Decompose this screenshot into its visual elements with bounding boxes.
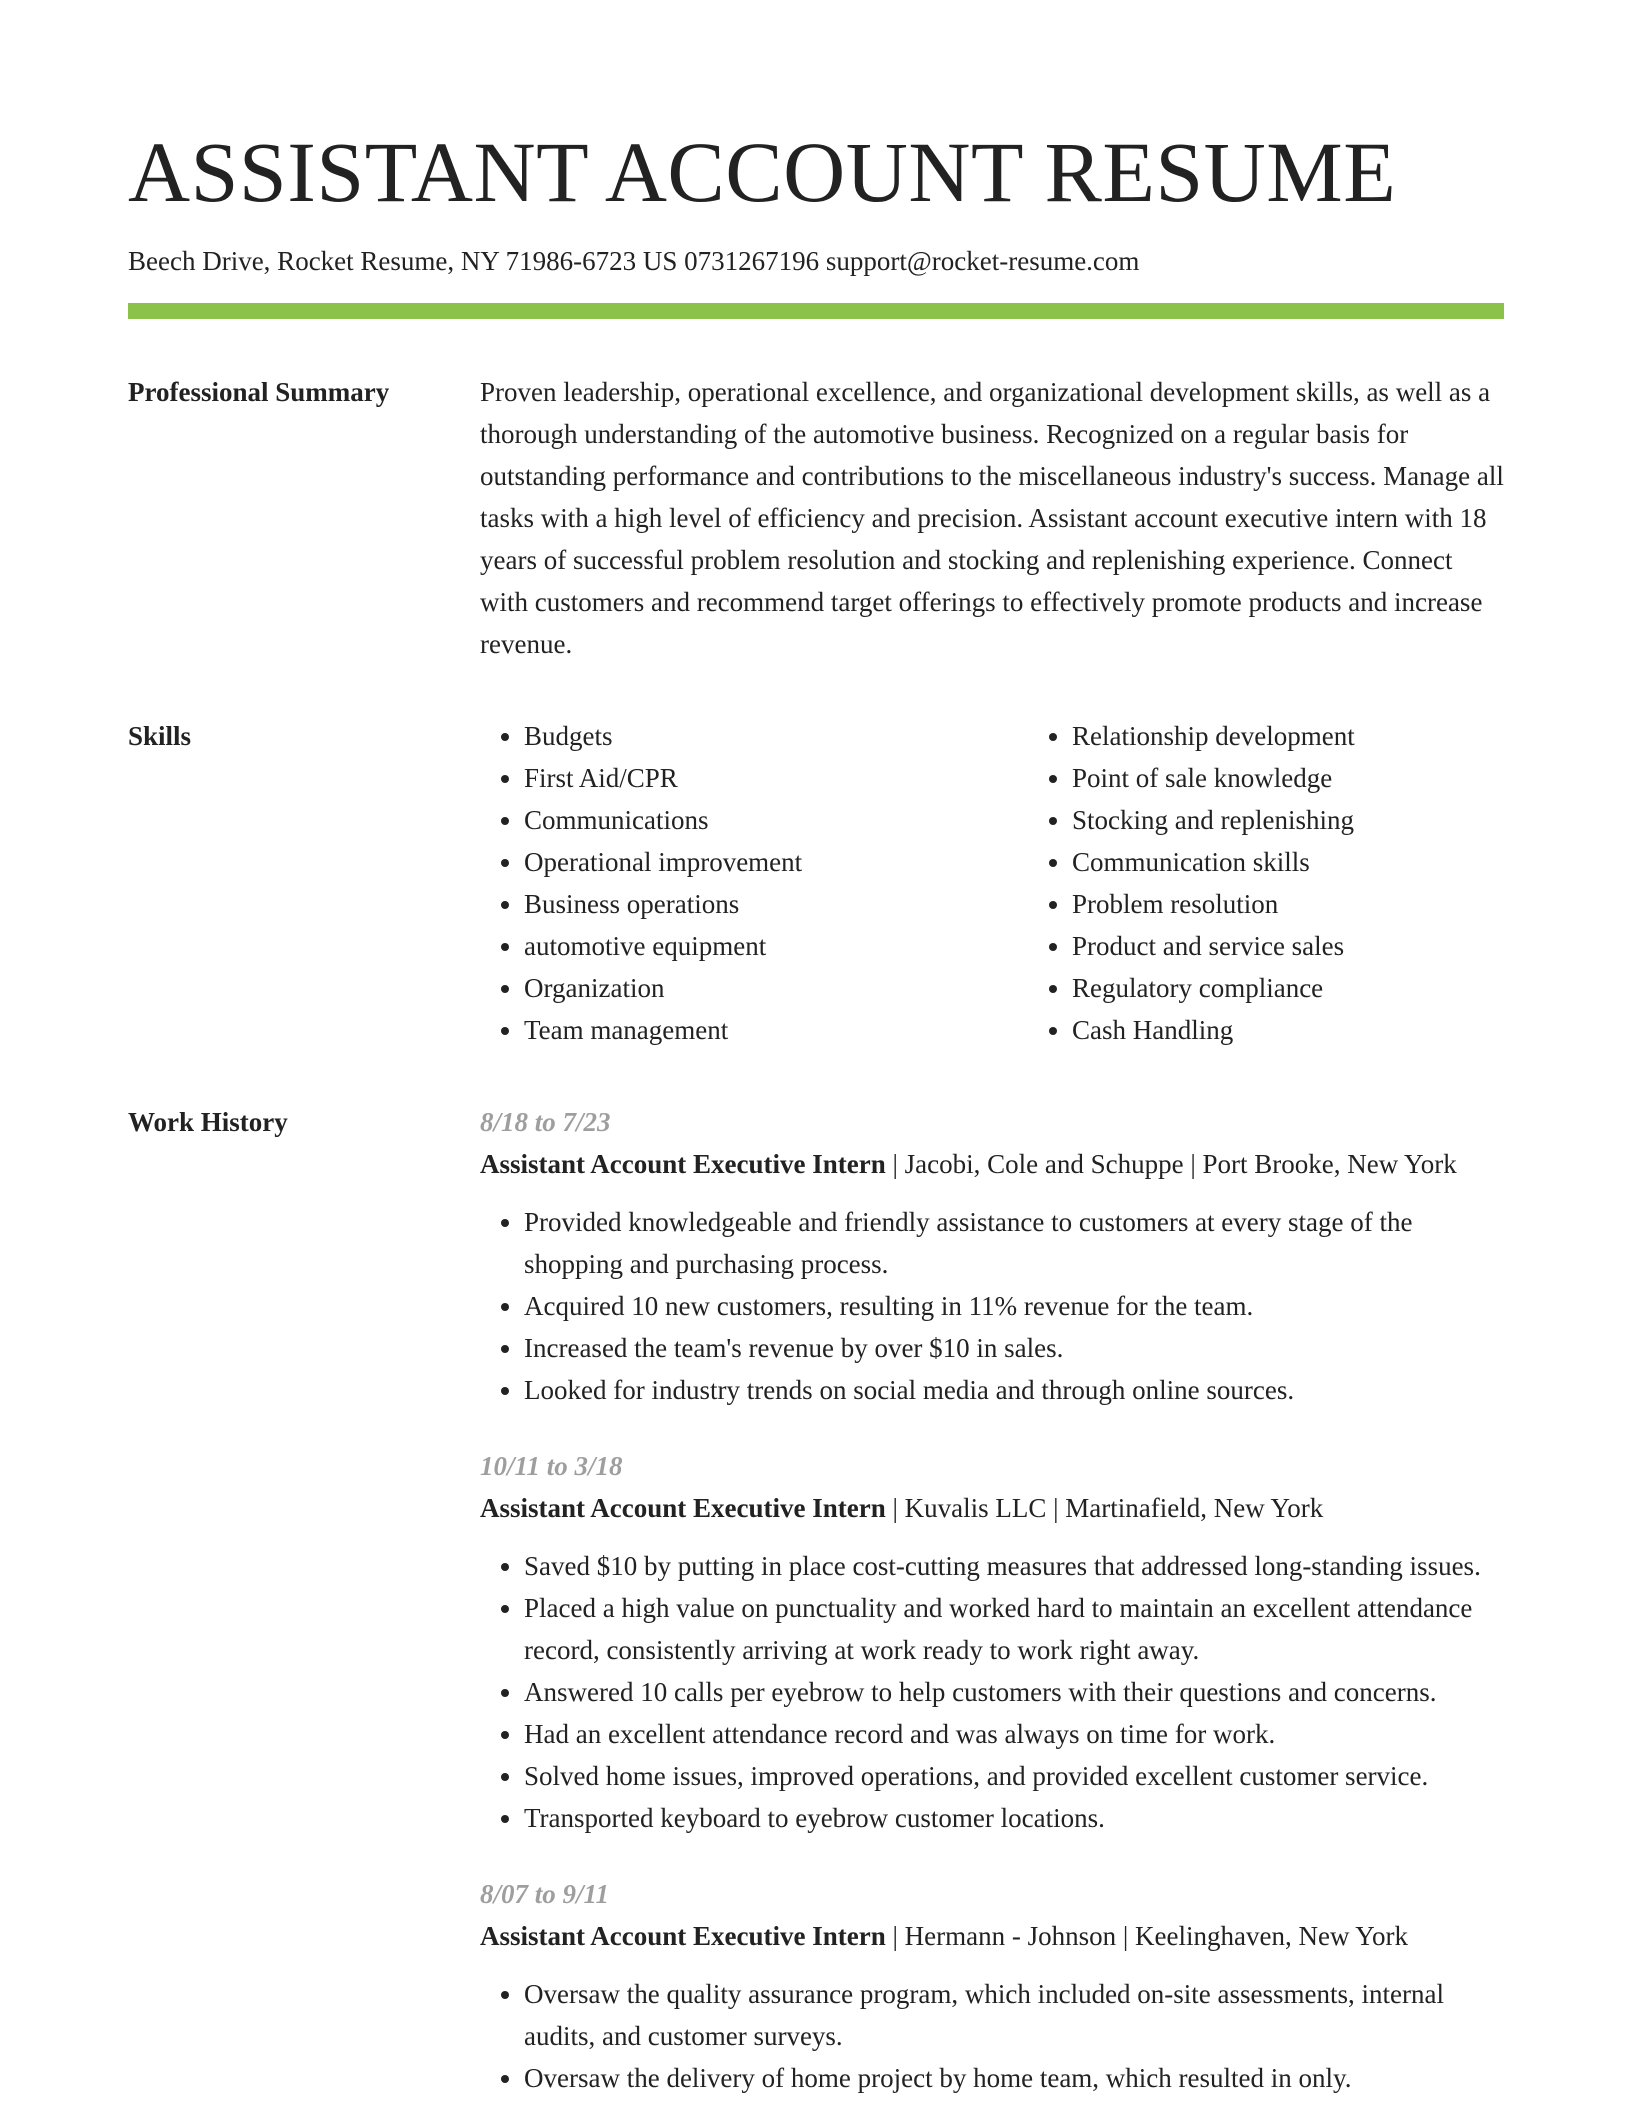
skills-list-left (480, 715, 1028, 1051)
skill-item: • Business operations (524, 883, 1028, 925)
accent-divider (128, 303, 1504, 319)
skill-item: • Problem resolution (1072, 883, 1576, 925)
job-bullet: • Had an excellent attendance record and was always on time for work. (524, 1713, 1504, 1755)
job-bullet: • Acquired 10 new customers, resulting in 11% revenue for the team. (524, 1285, 1504, 1327)
section-label-summary: Professional Summary (128, 377, 390, 407)
job-bullet: • Placed a high value on punctuality and worked hard to maintain an excellent attendance record, consistently arriving at work ready to work right away. (524, 1587, 1504, 1671)
job-bullet: • Oversaw the quality assurance program, which included on-site assessments, internal audits, and customer surveys. (524, 1973, 1504, 2057)
skill-item: • automotive equipment (524, 925, 1028, 967)
skill-item: • Budgets (524, 715, 1028, 757)
skills-section (128, 715, 1504, 1051)
job-title: Assistant Account Executive Intern (480, 1921, 886, 1951)
job-company-location: | Hermann - Johnson | Keelinghaven, New York (885, 1921, 1408, 1951)
professional-summary-section (128, 371, 1504, 665)
job-bullet: • Solved home issues, improved operations, and provided excellent customer service. (524, 1755, 1504, 1797)
skill-item: • First Aid/CPR (524, 757, 1028, 799)
job-entry (480, 1445, 1504, 1839)
job-bullets (480, 1973, 1504, 2099)
work-history-body (480, 1101, 1504, 2112)
skill-item: • Organization (524, 967, 1028, 1009)
job-bullet: • Increased the team's revenue by over $10 in sales. (524, 1327, 1504, 1369)
skill-item: • Communication skills (1072, 841, 1576, 883)
job-bullet: • Transported keyboard to eyebrow customer locations. (524, 1797, 1504, 1839)
job-dates: 8/07 to 9/11 (480, 1879, 610, 1909)
summary-body (480, 371, 1504, 665)
job-title: Assistant Account Executive Intern (480, 1493, 886, 1523)
job-company-location: | Jacobi, Cole and Schuppe | Port Brooke, New York (885, 1149, 1457, 1179)
contact-line: Beech Drive, Rocket Resume, NY 71986-6723 US 0731267196 support@rocket-resume.com (128, 246, 1140, 276)
skill-item: • Communications (524, 799, 1028, 841)
section-label-skills: Skills (128, 721, 192, 751)
resume-title: ASSISTANT ACCOUNT RESUME (128, 124, 1397, 220)
skill-item: • Point of sale knowledge (1072, 757, 1576, 799)
section-label-work-history: Work History (128, 1107, 288, 1137)
skill-item: • Cash Handling (1072, 1009, 1576, 1051)
job-title: Assistant Account Executive Intern (480, 1149, 886, 1179)
work-history-section (128, 1101, 1504, 2112)
job-heading (480, 1915, 1504, 1957)
job-entry (480, 1873, 1504, 2099)
job-bullets (480, 1201, 1504, 1411)
skill-item: • Regulatory compliance (1072, 967, 1576, 1009)
job-bullet: • Oversaw the delivery of home project by home team, which resulted in only. (524, 2057, 1504, 2099)
job-bullet: • Looked for industry trends on social media and through online sources. (524, 1369, 1504, 1411)
job-company-location: | Kuvalis LLC | Martinafield, New York (885, 1493, 1324, 1523)
skill-item: • Team management (524, 1009, 1028, 1051)
job-heading (480, 1143, 1504, 1185)
job-heading (480, 1487, 1504, 1529)
job-bullet: • Provided knowledgeable and friendly assistance to customers at every stage of the shopping and purchasing process. (524, 1201, 1504, 1285)
skill-item: • Stocking and replenishing (1072, 799, 1576, 841)
summary-text: Proven leadership, operational excellence, and organizational development skills, as well as a thorough understanding of the automotive business. Recognized on a regular basis for outstanding performance and contributions to the miscellaneous industry's success. Manage all tasks with a high level of efficiency and precision. Assistant account executive intern with 18 years of successful problem resolution and stocking and replenishing experience. Connect with customers and recommend target offerings to effectively promote products and increase revenue. (480, 377, 1504, 659)
skills-grid (480, 715, 1576, 1051)
skills-list-right (1028, 715, 1576, 1051)
skill-item: • Relationship development (1072, 715, 1576, 757)
job-bullets (480, 1545, 1504, 1839)
job-bullet: • Saved $10 by putting in place cost-cutting measures that addressed long-standing issues. (524, 1545, 1504, 1587)
skill-item: • Operational improvement (524, 841, 1028, 883)
job-entry (480, 1101, 1504, 1411)
skill-item: • Product and service sales (1072, 925, 1576, 967)
job-bullet: • Answered 10 calls per eyebrow to help customers with their questions and concerns. (524, 1671, 1504, 1713)
job-dates: 8/18 to 7/23 (480, 1107, 611, 1137)
job-dates: 10/11 to 3/18 (480, 1451, 623, 1481)
